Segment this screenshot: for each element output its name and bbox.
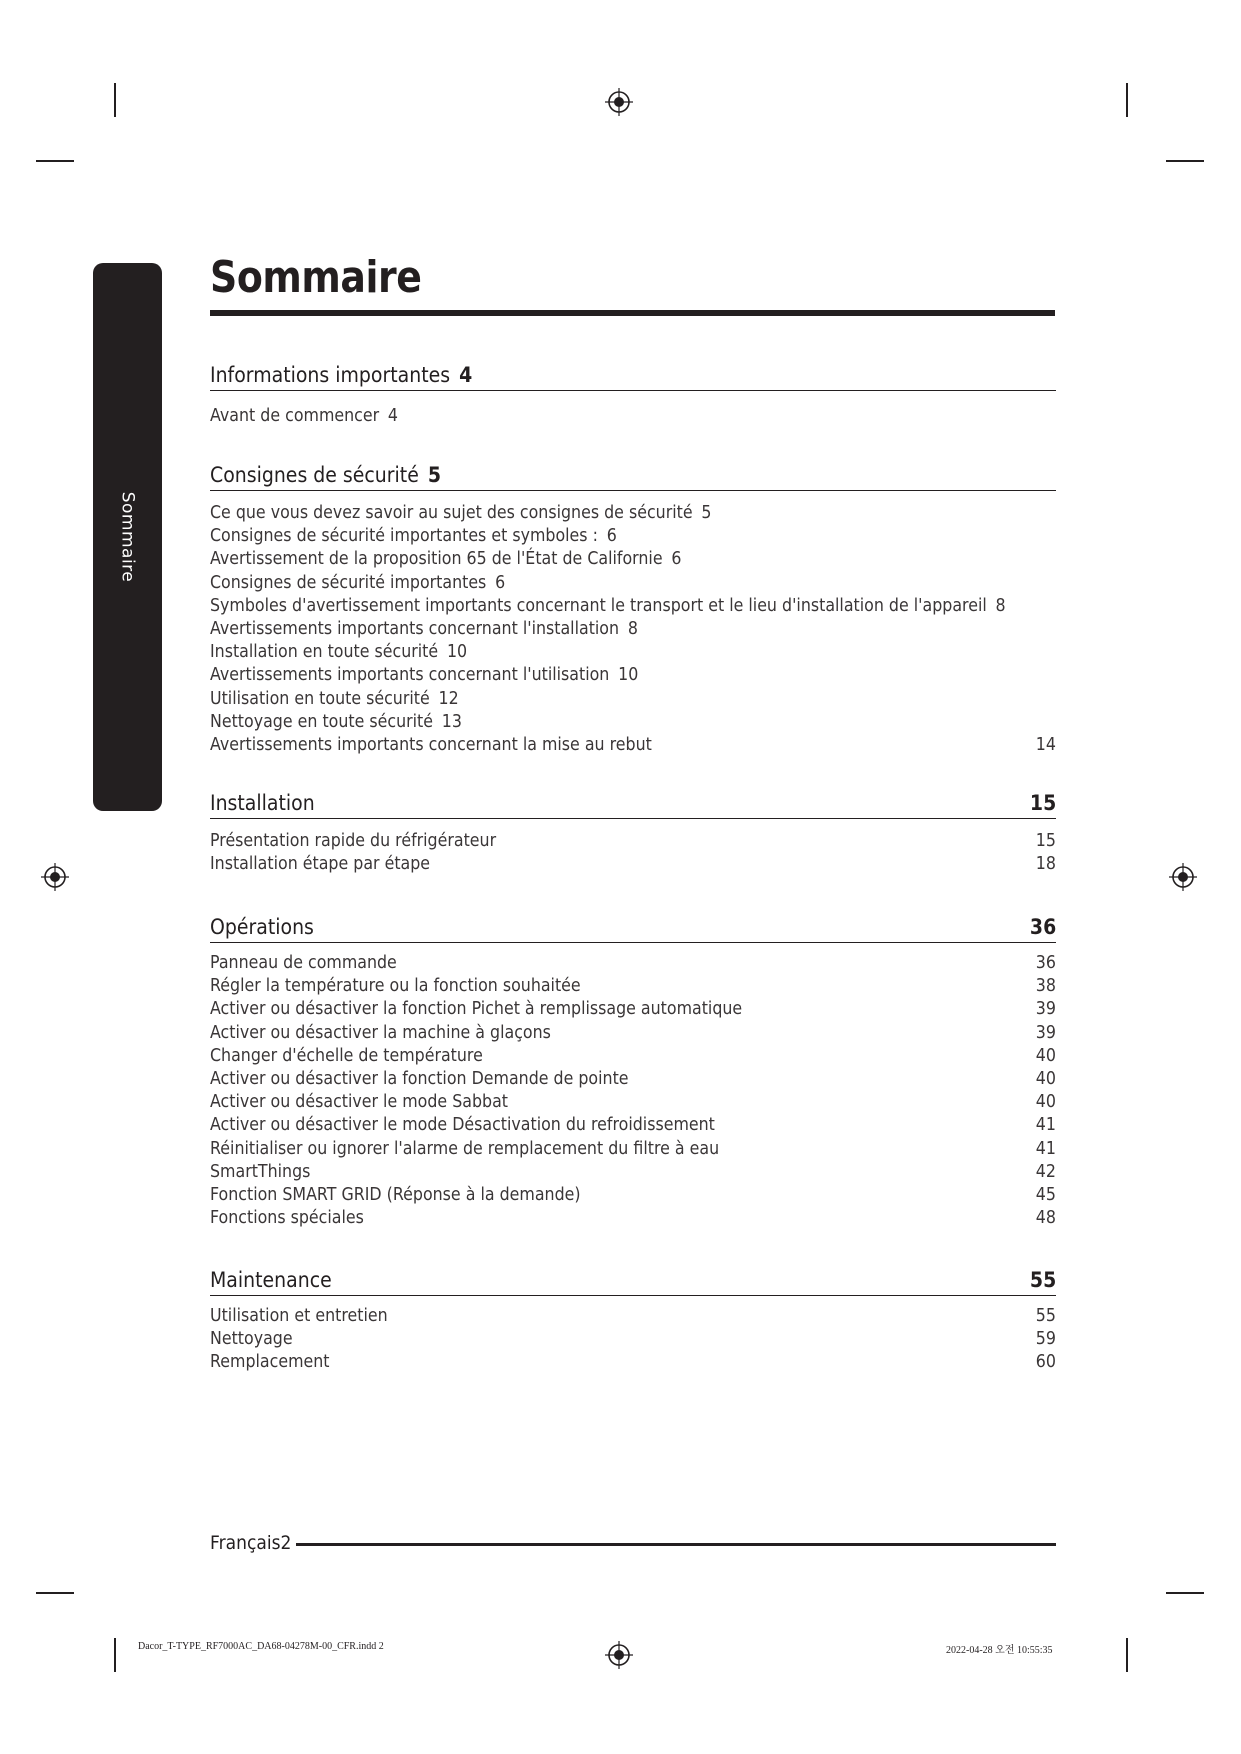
toc-item-title: Utilisation et entretien <box>210 1305 388 1326</box>
slug-timestamp: 2022-04-28 오전 10:55:35 <box>946 1645 1053 1656</box>
toc-section-heading[interactable] <box>210 360 1056 391</box>
toc-section <box>210 788 1056 875</box>
crop-mark-right-lower <box>1166 1592 1204 1594</box>
toc-item[interactable] <box>210 688 1056 711</box>
toc-item[interactable] <box>210 664 1056 687</box>
toc-item[interactable] <box>210 1184 1056 1207</box>
toc-item[interactable] <box>210 1091 1056 1114</box>
toc-section-heading[interactable] <box>210 1265 1056 1296</box>
toc-section <box>210 1265 1056 1373</box>
toc-item[interactable] <box>210 525 1056 548</box>
toc-item-page: 8 <box>995 594 1006 616</box>
toc-item[interactable] <box>210 1068 1056 1091</box>
toc-item-title: Régler la température ou la fonction souhaitée <box>210 975 581 997</box>
toc-section-title: Installation <box>210 791 315 815</box>
toc-item-list <box>210 502 1056 757</box>
toc-item-list <box>210 952 1056 1230</box>
toc-item-page: 41 <box>1035 1114 1056 1136</box>
toc-section <box>210 360 1056 426</box>
registration-mark-bottom-icon <box>604 1640 634 1670</box>
toc-item-page: 12 <box>438 687 459 709</box>
toc-item[interactable] <box>210 595 1056 618</box>
toc-item-title: Changer d'échelle de température <box>210 1044 483 1066</box>
toc-item-title: Consignes de sécurité importantes et symboles : 6 <box>210 525 617 547</box>
toc-item-title: Avertissements importants concernant l'utilisation 10 <box>210 664 639 686</box>
toc-item-page: 18 <box>1035 853 1056 875</box>
toc-item[interactable] <box>210 998 1056 1021</box>
toc-item[interactable] <box>210 975 1056 998</box>
toc-section-page: 5 <box>427 463 442 487</box>
toc-item-title: Nettoyage <box>210 1328 293 1350</box>
toc-section-heading[interactable] <box>210 788 1056 819</box>
toc-item-title: Réinitialiser ou ignorer l'alarme de remplacement du filtre à eau <box>210 1137 720 1159</box>
toc-item-page: 14 <box>1035 733 1056 755</box>
toc-section-heading[interactable] <box>210 460 1056 491</box>
toc-item-page: 4 <box>387 405 399 426</box>
toc-item-title: Nettoyage en toute sécurité 13 <box>210 710 462 732</box>
crop-mark-top-right <box>1126 83 1128 117</box>
toc-item-page: 13 <box>441 710 462 732</box>
footer-rule <box>296 1543 1056 1546</box>
toc-item-page: 6 <box>671 548 682 570</box>
toc-item[interactable] <box>210 502 1056 525</box>
toc-item-title: Fonctions spéciales <box>210 1207 364 1229</box>
toc-item-title: Activer ou désactiver le mode Sabbat <box>210 1091 508 1113</box>
toc-item-page: 36 <box>1035 952 1056 973</box>
toc-item-title: Avant de commencer 4 <box>210 405 399 426</box>
title-rule <box>210 310 1055 316</box>
toc-item-page: 45 <box>1035 1183 1056 1205</box>
toc-item[interactable] <box>210 1161 1056 1184</box>
toc-item-list <box>210 405 1056 428</box>
toc-item-list <box>210 1305 1056 1375</box>
toc-item-title: Consignes de sécurité importantes 6 <box>210 571 506 593</box>
toc-item[interactable] <box>210 405 1056 428</box>
side-tab-label: Sommaire <box>117 491 138 583</box>
toc-item-page: 55 <box>1035 1305 1056 1326</box>
toc-item[interactable] <box>210 1328 1056 1351</box>
toc-section-page: 55 <box>1029 1268 1056 1292</box>
crop-mark-bottom-left <box>114 1638 116 1672</box>
toc-item[interactable] <box>210 711 1056 734</box>
toc-item[interactable] <box>210 1138 1056 1161</box>
toc-item-page: 6 <box>606 525 617 547</box>
footer-page-number: 2 <box>280 1532 292 1554</box>
toc-item[interactable] <box>210 1351 1056 1374</box>
crop-mark-top-left <box>114 83 116 117</box>
toc-item-page: 39 <box>1035 1021 1056 1043</box>
toc-item-title: Activer ou désactiver la fonction Demande de pointe <box>210 1067 629 1089</box>
toc-item[interactable] <box>210 618 1056 641</box>
slug-file: Dacor_T-TYPE_RF7000AC_DA68-04278M-00_CFR.indd 2 <box>138 1641 384 1652</box>
toc-section-title: Maintenance <box>210 1268 332 1292</box>
toc-item-title: SmartThings <box>210 1160 311 1182</box>
footer-language-label: Français <box>210 1532 281 1554</box>
side-tab <box>93 263 162 811</box>
page-title: Sommaire <box>210 252 422 303</box>
toc-item[interactable] <box>210 1022 1056 1045</box>
toc-section-title: Informations importantes 4 <box>210 363 473 387</box>
toc-section <box>210 912 1056 1229</box>
toc-item-title: Fonction SMART GRID (Réponse à la demande) <box>210 1183 581 1205</box>
toc-item[interactable] <box>210 830 1056 853</box>
toc-item[interactable] <box>210 1045 1056 1068</box>
toc-item[interactable] <box>210 572 1056 595</box>
toc-item-title: Présentation rapide du réfrigérateur <box>210 830 497 851</box>
toc-item[interactable] <box>210 952 1056 975</box>
toc-item-title: Avertissements importants concernant l'installation 8 <box>210 617 638 639</box>
toc-section <box>210 460 1056 755</box>
toc-item-title: Activer ou désactiver le mode Désactivation du refroidissement <box>210 1114 715 1136</box>
toc-item-title: Panneau de commande <box>210 952 397 973</box>
toc-item-title: Installation étape par étape <box>210 853 431 875</box>
toc-item-title: Remplacement <box>210 1351 330 1373</box>
toc-item[interactable] <box>210 734 1056 757</box>
toc-item-page: 40 <box>1035 1091 1056 1113</box>
toc-item-page: 59 <box>1035 1328 1056 1350</box>
toc-section-page: 15 <box>1029 791 1056 815</box>
toc-item-page: 6 <box>495 571 506 593</box>
registration-mark-top-icon <box>604 87 634 117</box>
toc-item[interactable] <box>210 548 1056 571</box>
toc-item-title: Activer ou désactiver la machine à glaçons <box>210 1021 551 1043</box>
registration-mark-left-icon <box>40 862 70 892</box>
toc-item-title: Avertissement de la proposition 65 de l'État de Californie 6 <box>210 548 682 570</box>
toc-item-page: 5 <box>701 502 712 523</box>
toc-item-page: 40 <box>1035 1044 1056 1066</box>
registration-mark-right-icon <box>1168 862 1198 892</box>
toc-item-page: 15 <box>1035 830 1056 851</box>
toc-item[interactable] <box>210 1114 1056 1137</box>
toc-item-title: Utilisation en toute sécurité 12 <box>210 687 459 709</box>
crop-mark-left-lower <box>36 1592 74 1594</box>
toc-section-page: 4 <box>459 363 473 387</box>
toc-section-heading[interactable] <box>210 912 1056 943</box>
toc-item-page: 10 <box>618 664 639 686</box>
toc-section-title: Consignes de sécurité 5 <box>210 463 442 487</box>
toc-item-page: 48 <box>1035 1207 1056 1229</box>
toc-item[interactable] <box>210 1305 1056 1328</box>
toc-section-page: 36 <box>1029 915 1056 939</box>
toc-item[interactable] <box>210 1207 1056 1230</box>
toc-item-page: 60 <box>1035 1351 1056 1373</box>
toc-item-page: 39 <box>1035 998 1056 1020</box>
toc-item-title: Symboles d'avertissement importants concernant le transport et le lieu d'installation de l'appareil 8 <box>210 594 1006 616</box>
toc-item-page: 40 <box>1035 1067 1056 1089</box>
footer-language <box>210 1532 291 1554</box>
toc-item-page: 41 <box>1035 1137 1056 1159</box>
toc-item-title: Activer ou désactiver la fonction Pichet à remplissage automatique <box>210 998 743 1020</box>
toc-item[interactable] <box>210 853 1056 876</box>
toc-item-title: Ce que vous devez savoir au sujet des consignes de sécurité 5 <box>210 502 712 523</box>
toc-item-page: 8 <box>627 617 638 639</box>
crop-mark-bottom-right <box>1126 1638 1128 1672</box>
toc-item-page: 10 <box>446 641 468 663</box>
toc-item-title: Installation en toute sécurité 10 <box>210 641 468 663</box>
crop-mark-left-upper <box>36 160 74 162</box>
toc-section-title: Opérations <box>210 915 314 939</box>
crop-mark-right-upper <box>1166 160 1204 162</box>
toc-item-list <box>210 830 1056 876</box>
toc-item-page: 38 <box>1035 975 1056 997</box>
toc-item-page: 42 <box>1035 1160 1056 1182</box>
toc-item[interactable] <box>210 641 1056 664</box>
toc-item-title: Avertissements importants concernant la mise au rebut <box>210 733 652 755</box>
